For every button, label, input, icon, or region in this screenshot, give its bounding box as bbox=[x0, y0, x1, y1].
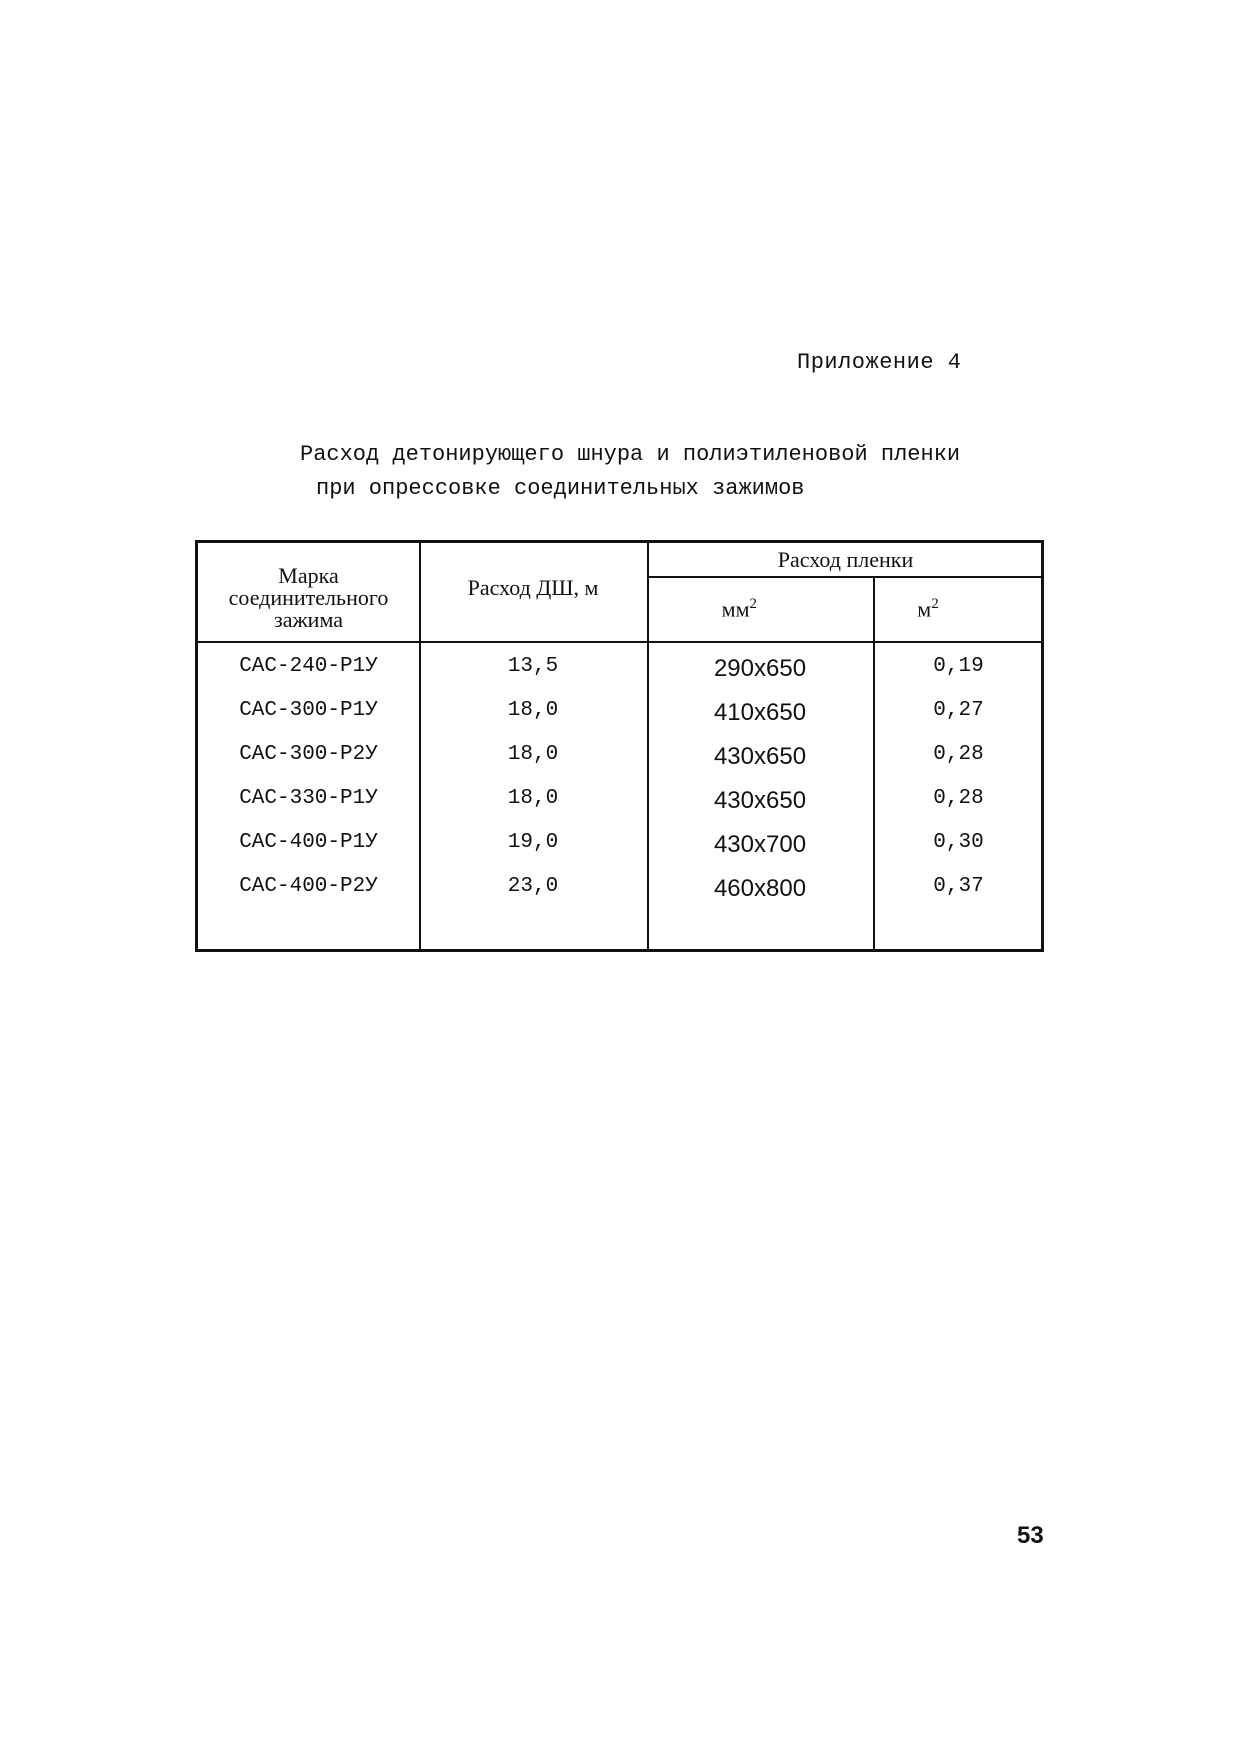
cell-brand: САС-400-Р2У bbox=[239, 875, 378, 898]
cell-cord: 18,0 bbox=[507, 699, 559, 722]
cell-film-mm2: 430х700 bbox=[713, 831, 807, 858]
cell-film-mm2: 290х650 bbox=[713, 655, 807, 682]
header-film-m2-unit: м bbox=[917, 596, 932, 622]
cell-film-m2: 0,37 bbox=[933, 875, 984, 898]
header-bottom-line bbox=[198, 641, 1041, 643]
cell-film-m2: 0,19 bbox=[933, 655, 984, 678]
cell-cord: 19,0 bbox=[507, 831, 559, 854]
cell-film-mm2: 410х650 bbox=[713, 699, 807, 726]
title-line-1: Расход детонирующего шнура и полиэтиленовой пленки bbox=[300, 442, 961, 467]
table-row bbox=[198, 825, 1041, 869]
header-brand bbox=[198, 565, 419, 631]
cell-cord: 18,0 bbox=[507, 787, 559, 810]
cell-film-m2: 0,30 bbox=[933, 831, 984, 854]
table-row bbox=[198, 869, 1041, 913]
header-brand-line-3: зажима bbox=[274, 607, 343, 632]
header-brand-line-1: Марка bbox=[278, 563, 339, 588]
header-film-mm2-unit: мм bbox=[721, 596, 750, 622]
cell-brand: САС-240-Р1У bbox=[239, 655, 378, 678]
cell-film-m2: 0,28 bbox=[933, 743, 984, 766]
consumption-table bbox=[195, 540, 1044, 952]
cell-cord: 13,5 bbox=[507, 655, 559, 678]
header-film-m2-exp: 2 bbox=[931, 596, 939, 612]
header-cord-consumption: Расход ДШ, м bbox=[467, 575, 599, 600]
cell-film-mm2: 430х650 bbox=[713, 787, 807, 814]
cell-brand: САС-400-Р1У bbox=[239, 831, 378, 854]
table-row bbox=[198, 649, 1041, 693]
header-film-mm2 bbox=[647, 593, 757, 620]
title-line-2: при опрессовке соединительных зажимов bbox=[316, 476, 805, 501]
cell-film-m2: 0,28 bbox=[933, 787, 984, 810]
cell-film-mm2: 430х650 bbox=[713, 743, 807, 770]
cell-brand: САС-300-Р2У bbox=[239, 743, 378, 766]
table-row bbox=[198, 737, 1041, 781]
cell-cord: 23,0 bbox=[507, 875, 559, 898]
cell-film-mm2: 460х800 bbox=[713, 875, 807, 902]
header-film-mm2-exp: 2 bbox=[749, 596, 757, 612]
cell-brand: САС-300-Р1У bbox=[239, 699, 378, 722]
header-brand-line-2: соединительного bbox=[228, 585, 389, 610]
group-header-divider bbox=[647, 576, 1041, 578]
cell-film-m2: 0,27 bbox=[933, 699, 984, 722]
header-film-consumption: Расход пленки bbox=[777, 547, 914, 572]
appendix-label: Приложение 4 bbox=[797, 350, 962, 375]
page-number: 53 bbox=[1017, 1522, 1044, 1549]
cell-brand: САС-330-Р1У bbox=[239, 787, 378, 810]
table-row bbox=[198, 693, 1041, 737]
document-title bbox=[300, 438, 1020, 506]
cell-cord: 18,0 bbox=[507, 743, 559, 766]
header-film-m2 bbox=[873, 593, 983, 620]
table-row bbox=[198, 781, 1041, 825]
